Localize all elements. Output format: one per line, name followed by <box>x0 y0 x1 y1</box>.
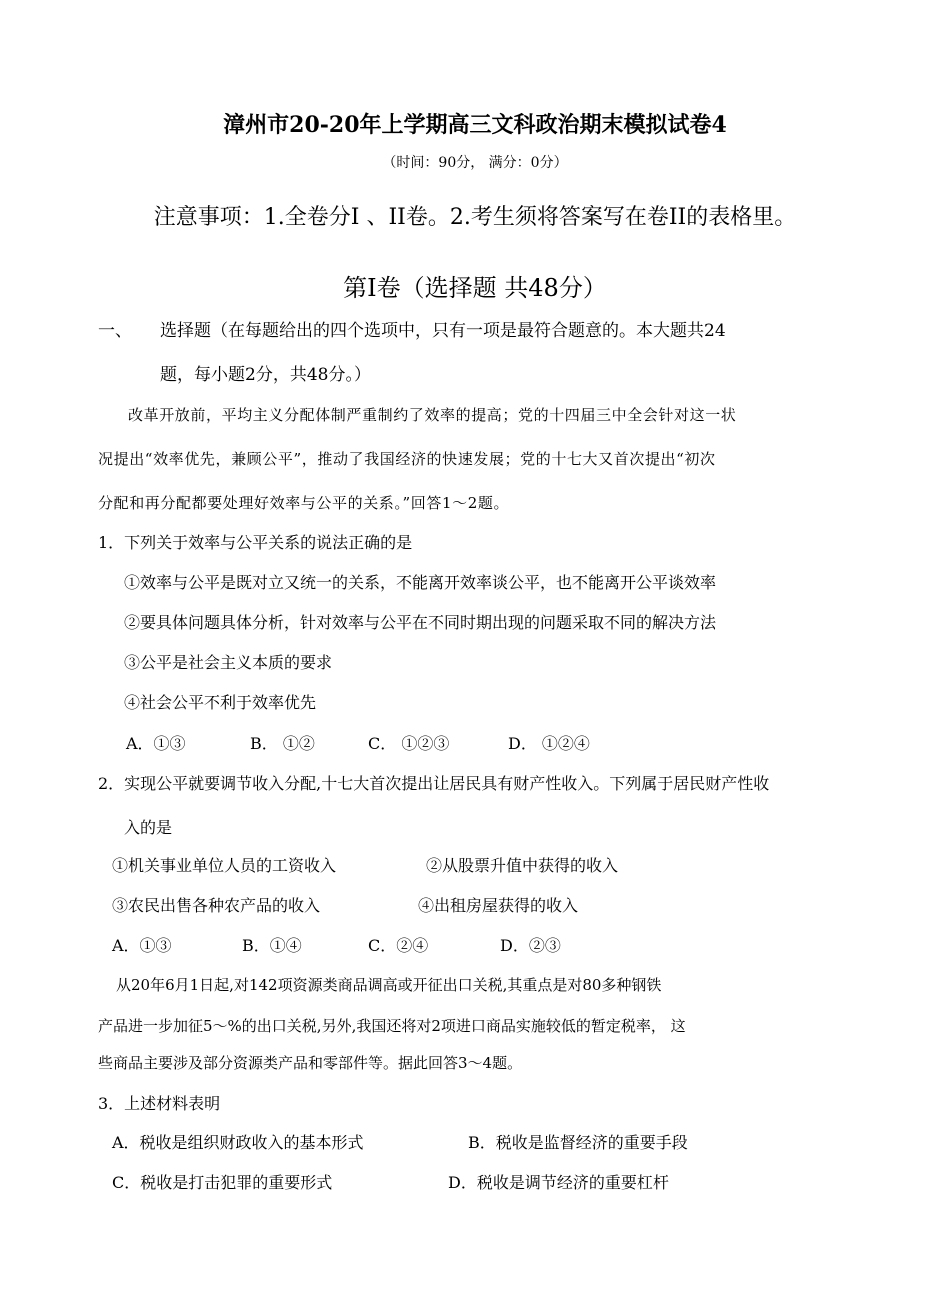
q2-option-d: D．②③ <box>500 936 561 955</box>
q2-option-b: B．①④ <box>242 936 302 955</box>
q2-stem-line2: 入的是 <box>124 818 173 837</box>
q3-option-b: B．税收是监督经济的重要手段 <box>468 1133 688 1152</box>
material1-line2: 况提出“效率优先，兼顾公平”，推动了我国经济的快速发展；党的十七大又首次提出“初次 <box>98 450 716 468</box>
section-instruction-line2: 题，每小题2分，共48分。） <box>160 365 371 385</box>
q2-item-2: ②从股票升值中获得的收入 <box>426 856 619 875</box>
q2-option-c: C．②④ <box>368 936 429 955</box>
q2-item-4: ④出租房屋获得的收入 <box>418 896 579 915</box>
section-instruction-line1: 选择题（在每题给出的四个选项中，只有一项是最符合题意的。本大题共24 <box>160 321 726 341</box>
q1-item-4: ④社会公平不利于效率优先 <box>124 693 317 712</box>
q2-option-a: A．①③ <box>112 936 172 955</box>
material1-line1: 改革开放前，平均主义分配体制严重制约了效率的提高；党的十四届三中全会针对这一状 <box>128 406 737 424</box>
q1-option-d: D． ①②④ <box>508 734 590 753</box>
q1-stem: 1．下列关于效率与公平关系的说法正确的是 <box>98 533 413 552</box>
q2-stem-line1: 2．实现公平就要调节收入分配,十七大首次提出让居民具有财产性收入。下列属于居民财产性收 <box>98 774 770 793</box>
q2-item-3: ③农民出售各种农产品的收入 <box>112 896 321 915</box>
q1-item-1: ①效率与公平是既对立又统一的关系，不能离开效率谈公平，也不能离开公平谈效率 <box>124 573 717 592</box>
material2-line3: 些商品主要涉及部分资源类产品和零部件等。据此回答3～4题。 <box>98 1054 523 1072</box>
q1-option-a: A．①③ <box>126 734 186 753</box>
section-number: 一、 <box>98 321 132 341</box>
q3-option-a: A．税收是组织财政收入的基本形式 <box>112 1133 364 1152</box>
material2-line2: 产品进一步加征5～%的出口关税,另外,我国还将对2项进口商品实施较低的暂定税率， 这 <box>98 1017 686 1035</box>
part-title: 第I卷（选择题 共48分） <box>343 274 607 302</box>
material1-line3: 分配和再分配都要处理好效率与公平的关系。”回答1～2题。 <box>98 494 510 512</box>
q1-item-2: ②要具体问题具体分析，针对效率与公平在不同时期出现的问题采取不同的解决方法 <box>124 613 717 632</box>
q3-option-d: D．税收是调节经济的重要杠杆 <box>448 1173 669 1192</box>
q2-item-1: ①机关事业单位人员的工资收入 <box>112 856 337 875</box>
q1-item-3: ③公平是社会主义本质的要求 <box>124 653 333 672</box>
q3-stem: 3．上述材料表明 <box>98 1094 221 1113</box>
exam-subtitle: （时间：90分， 满分：0分） <box>382 155 568 171</box>
q3-option-c: C．税收是打击犯罪的重要形式 <box>112 1173 333 1192</box>
material2-line1: 从20年6月1日起,对142项资源类商品调高或开征出口关税,其重点是对80多种钢铁 <box>116 976 662 994</box>
q1-option-c: C． ①②③ <box>368 734 450 753</box>
exam-title: 漳州市20-20年上学期高三文科政治期末模拟试卷4 <box>223 112 727 138</box>
notice: 注意事项：1.全卷分I 、II卷。2.考生须将答案写在卷II的表格里。 <box>153 205 797 230</box>
q1-option-b: B． ①② <box>250 734 315 753</box>
